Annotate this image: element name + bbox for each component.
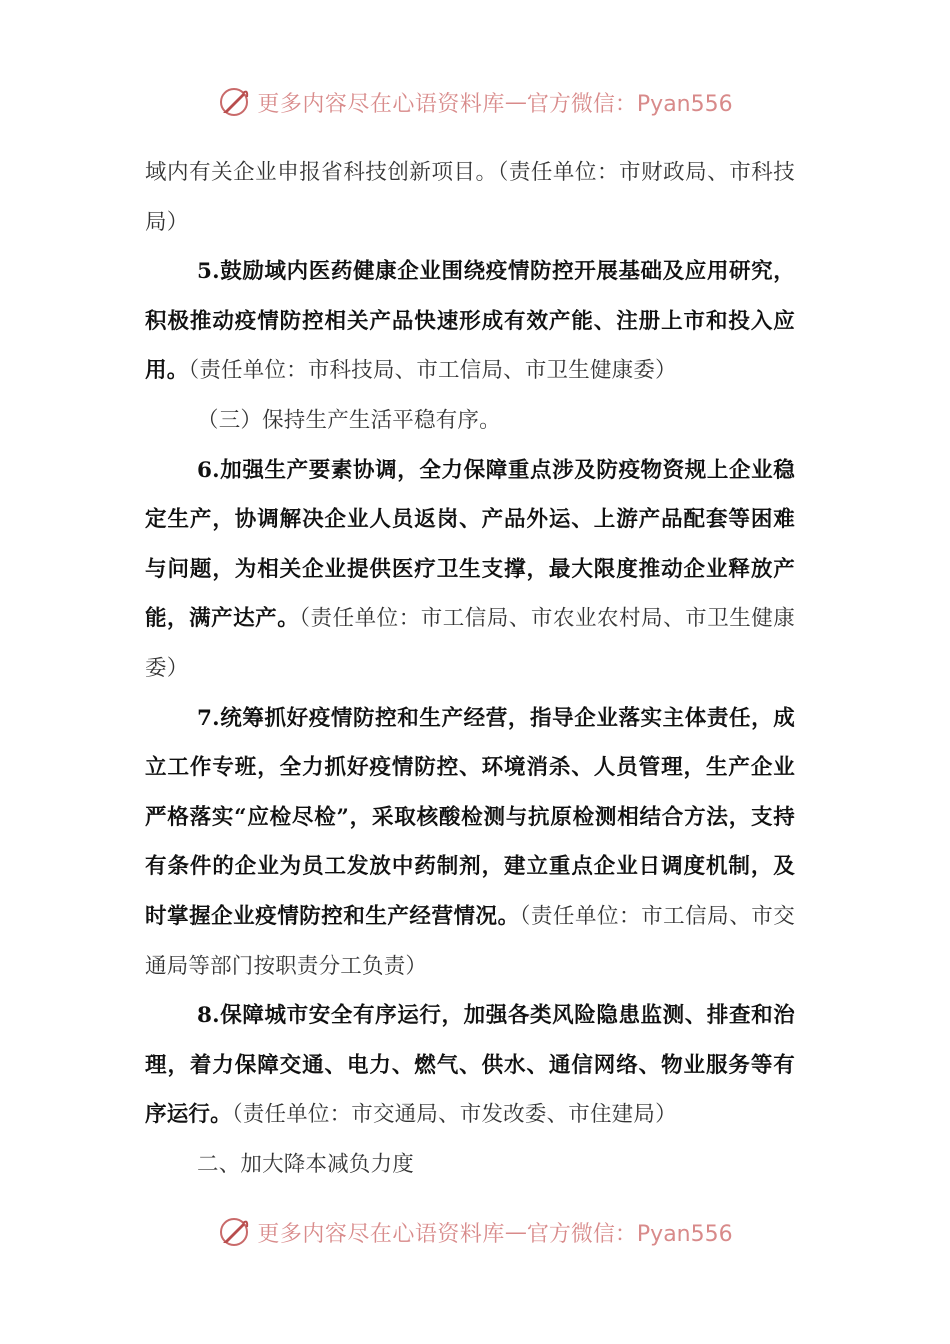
banner-dash: —	[504, 1219, 527, 1245]
footer-banner	[0, 1212, 950, 1252]
document-body	[145, 148, 795, 1189]
paragraph-bold-text: 8.保障城市安全有序运行，加强各类风险隐患监测、排查和治理，着力保障交通、电力、燃气、供水、通信网络、物业服务等有序运行。	[145, 1003, 795, 1128]
header-banner	[0, 82, 950, 122]
responsibility-note: （责任单位：市科技局、市工信局、市卫生健康委）	[188, 358, 677, 384]
quill-logo-icon	[217, 85, 251, 119]
banner-dash: —	[504, 89, 527, 115]
paragraph-bold-text: 6.加强生产要素协调，全力保障重点涉及防疫物资规上企业稳定生产，协调解决企业人员返岗、产品外运、上游产品配套等困难与问题，为相关企业提供医疗卫生支撑，最大限度推动企业释放产能，满产达产。	[145, 457, 795, 632]
section-heading-2	[145, 1140, 795, 1190]
section-heading-text: （三）保持生产生活平稳有序。	[197, 407, 501, 433]
quill-logo-icon	[217, 1215, 251, 1249]
paragraph-bold-text: 5.鼓励域内医药健康企业围绕疫情防控开展基础及应用研究，积极推动疫情防控相关产品快速形成有效产能、注册上市和投入应用。	[145, 259, 795, 384]
paragraph-item-8	[145, 991, 795, 1140]
responsibility-note: （责任单位：市工信局、市交通局等部门按职责分工负责）	[145, 903, 795, 979]
paragraph-item-7	[145, 694, 795, 992]
banner-suffix: 官方微信：Pyan556	[526, 1221, 733, 1247]
paragraph-text: 域内有关企业申报省科技创新项目。（责任单位：市财政局、市科技局）	[145, 160, 795, 235]
paragraph-continuation	[145, 148, 795, 247]
paragraph-item-5	[145, 247, 795, 396]
section-heading-3	[145, 396, 795, 446]
responsibility-note: （责任单位：市交通局、市发改委、市住建局）	[231, 1102, 677, 1128]
paragraph-bold-text: 7.统筹抓好疫情防控和生产经营，指导企业落实主体责任，成立工作专班，全力抓好疫情防控、环境消杀、人员管理，生产企业严格落实“应检尽检”，采取核酸检测与抗原检测相结合方法，支持有条件的企业为员工发放中药制剂，建立重点企业日调度机制，及时掌握企业疫情防控和生产经营情况。	[145, 705, 795, 929]
banner-text: 更多内容尽在心语资料库	[257, 1221, 505, 1247]
banner-text: 更多内容尽在心语资料库	[257, 91, 505, 117]
section-heading-text: 二、加大降本减负力度	[197, 1151, 415, 1177]
banner-suffix: 官方微信：Pyan556	[526, 91, 733, 117]
responsibility-note: （责任单位：市工信局、市农业农村局、市卫生健康委）	[145, 606, 796, 681]
paragraph-item-6	[145, 446, 795, 694]
